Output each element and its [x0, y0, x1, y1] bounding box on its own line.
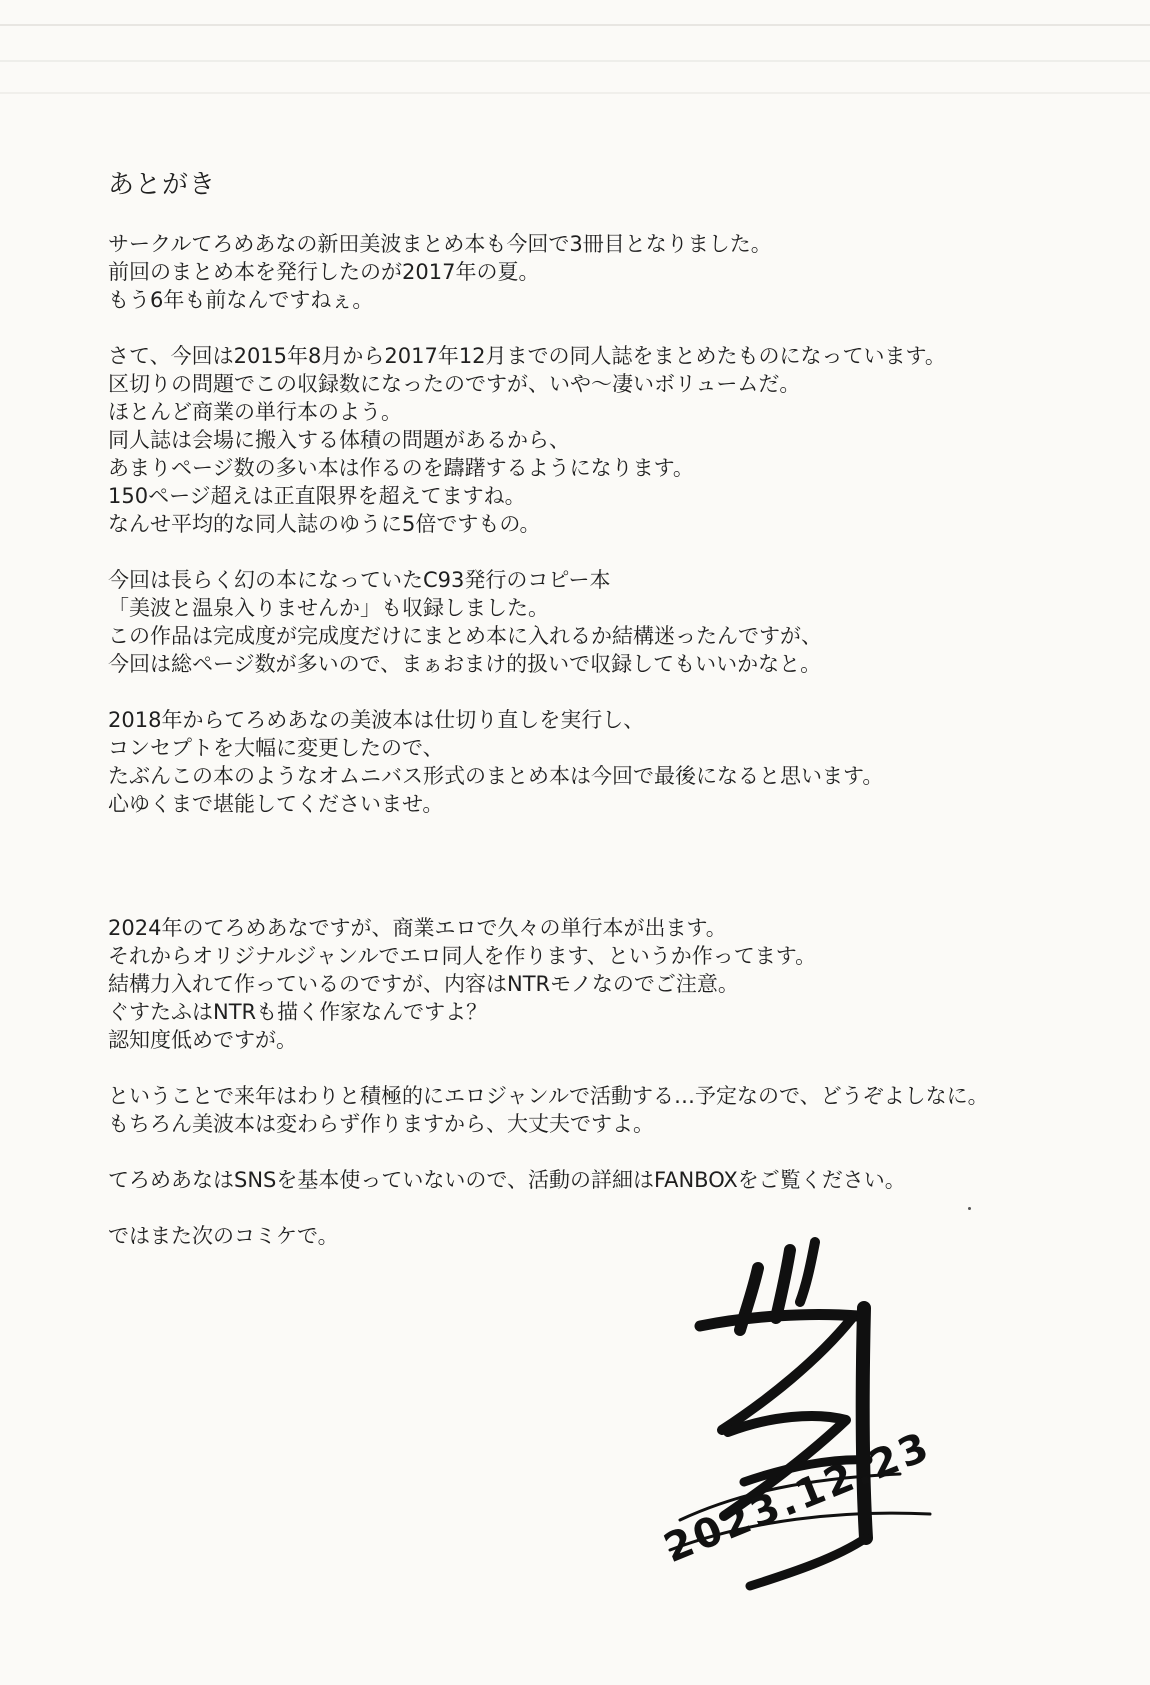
- top-bleed-line: [0, 24, 1150, 26]
- text-line: たぶんこの本のようなオムニバス形式のまとめ本は今回で最後になると思います。: [108, 764, 884, 788]
- text-line: 今回は総ページ数が多いので、まぁおまけ的扱いで収録してもいいかなと。: [108, 652, 822, 676]
- text-line: もちろん美波本は変わらず作りますから、大丈夫ですよ。: [108, 1112, 654, 1136]
- text-line: ぐすたふはNTRも描く作家なんですよ？: [108, 1000, 488, 1024]
- afterword-body: [108, 230, 1108, 1278]
- paragraph: [108, 566, 1108, 678]
- text-line: サークルてろめあなの新田美波まとめ本も今回で3冊目となりました。: [108, 232, 772, 256]
- text-line: 区切りの問題でこの収録数になったのですが、いや〜凄いボリュームだ。: [108, 372, 801, 396]
- top-bleed-line: [0, 60, 1150, 62]
- paragraph: [108, 1166, 1108, 1194]
- text-line: 同人誌は会場に搬入する体積の問題があるから、: [108, 428, 570, 452]
- text-line: さて、今回は2015年8月から2017年12月までの同人誌をまとめたものになっています。: [108, 344, 946, 368]
- paragraph: [108, 914, 1108, 1054]
- text-line: ということで来年はわりと積極的にエロジャンルで活動する…予定なので、どうぞよしなに。: [108, 1084, 989, 1108]
- text-line: てろめあなはSNSを基本使っていないので、活動の詳細はFANBOXをご覧ください。: [108, 1168, 906, 1192]
- text-line: 前回のまとめ本を発行したのが2017年の夏。: [108, 260, 540, 284]
- paragraph: [108, 1082, 1108, 1138]
- ink-speck: [968, 1207, 971, 1210]
- text-line: なんせ平均的な同人誌のゆうに5倍ですもの。: [108, 512, 541, 536]
- text-line: あまりページ数の多い本は作るのを躊躇するようになります。: [108, 456, 694, 480]
- signature-date: 2023.12.23: [657, 1423, 938, 1572]
- text-line: ではまた次のコミケで。: [108, 1224, 339, 1248]
- text-line: 2024年のてろめあなですが、商業エロで久々の単行本が出ます。: [108, 916, 727, 940]
- text-line: それからオリジナルジャンルでエロ同人を作ります、というか作ってます。: [108, 944, 817, 968]
- text-line: 結構力入れて作っているのですが、内容はNTRモノなのでご注意。: [108, 972, 739, 996]
- text-line: コンセプトを大幅に変更したので、: [108, 736, 444, 760]
- paragraph: [108, 342, 1108, 538]
- text-line: この作品は完成度が完成度だけにまとめ本に入れるか結構迷ったんですが、: [108, 624, 822, 648]
- paragraph: [108, 230, 1108, 314]
- text-line: 今回は長らく幻の本になっていたC93発行のコピー本: [108, 568, 611, 592]
- text-line: 「美波と温泉入りませんか」も収録しました。: [108, 596, 549, 620]
- text-line: 認知度低めですが。: [108, 1028, 297, 1052]
- text-line: 2018年からてろめあなの美波本は仕切り直しを実行し、: [108, 708, 645, 732]
- text-line: 心ゆくまで堪能してくださいませ。: [108, 792, 444, 816]
- text-line: もう6年も前なんですねぇ。: [108, 288, 374, 312]
- text-line: 150ページ超えは正直限界を超えてますね。: [108, 484, 526, 508]
- page-title: あとがき: [108, 170, 217, 200]
- text-line: ほとんど商業の単行本のよう。: [108, 400, 402, 424]
- top-bleed-line: [0, 92, 1150, 94]
- paragraph: [108, 706, 1108, 818]
